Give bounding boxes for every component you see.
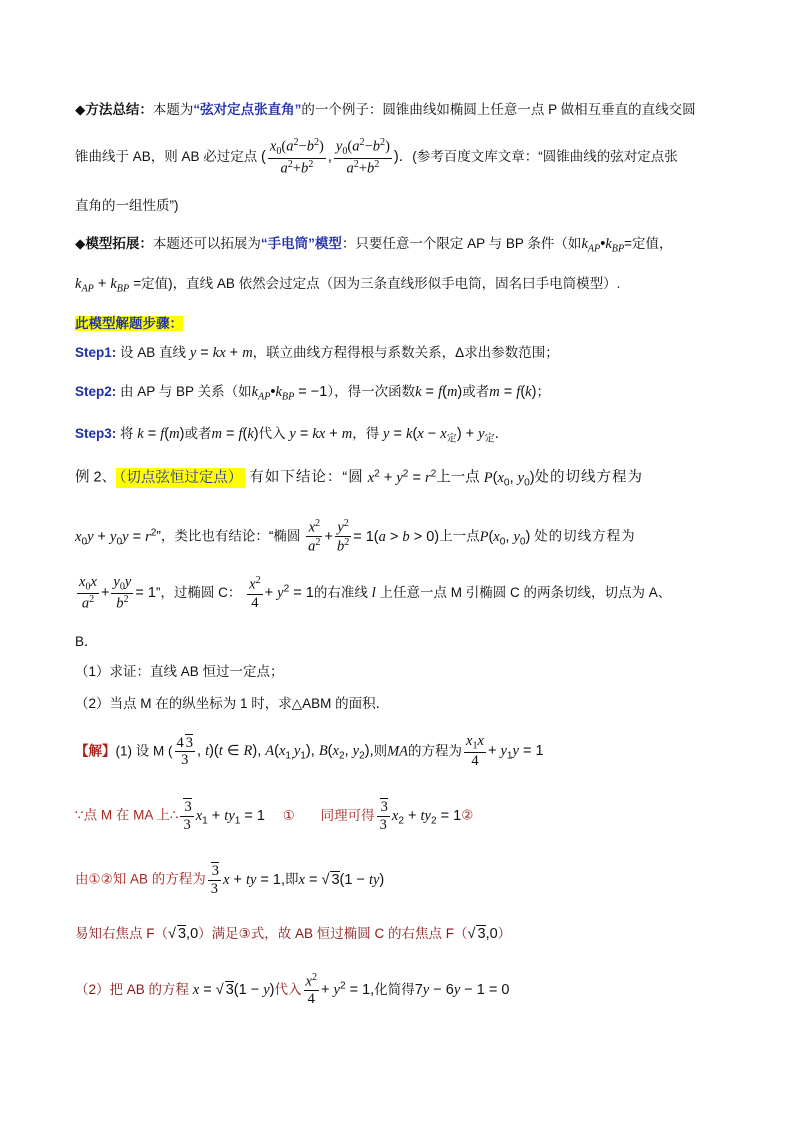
solution-text: (1) 设 M (: [115, 743, 173, 759]
focus-coords: √ 3,0: [168, 926, 199, 942]
summary-label: 方法总结：: [85, 102, 153, 117]
circle-equation: $x^2 + y^2 = r^2$: [367, 468, 437, 486]
example-text: ”，过椭圆 C：: [155, 585, 242, 601]
example-line-3: [75, 574, 671, 612]
solution-text: 则: [373, 743, 388, 759]
ma-equation: $\frac{x_1x}{4}$ + $y_1y = 1$: [466, 733, 544, 770]
solution-text: 化简得: [374, 981, 415, 997]
function-formula: m = f(k): [211, 426, 259, 442]
extension-line-2: [75, 276, 620, 296]
point-m-coords: $\frac{4 3}{3}$ , t)(t ∈ R), $A(x_{1,}y_1)$, $B(x_2$, $y_2$),: [176, 734, 374, 769]
question-1: （1）求证：直线 AB 恒过一定点；: [75, 664, 284, 679]
function-formula: k = f(m): [415, 384, 463, 400]
solution-text: 易知右焦点 F（: [75, 926, 168, 941]
step-text: 将: [120, 426, 134, 441]
step-text: ，联立曲线方程得根与系数关系，Δ求出参数范围；: [252, 345, 559, 360]
solution-line-3: [75, 862, 384, 897]
step-text: ；: [536, 384, 550, 399]
example-text: 上任意一点 M 引椭圆 C 的两条切线，切点为 A、: [379, 585, 672, 601]
solution-text: ）满足③式，故 AB 恒过椭圆 C 的右焦点 F（: [198, 926, 468, 941]
solution-text: 即: [285, 871, 299, 887]
diamond-bullet-icon: ◆: [75, 236, 86, 251]
ab-equation-x: x = √ 3(1 − ty): [298, 871, 385, 888]
extension-text: =定值，: [624, 236, 673, 251]
slope-product-formula: $k_{AP}•k_{BP}$: [581, 236, 625, 255]
solution-line-5: [75, 972, 509, 1008]
step-text: 代入: [258, 426, 286, 441]
example-text: ”，类比也有结论：“椭圆: [156, 528, 301, 544]
focus-coords: √ 3,0: [467, 926, 498, 942]
summary-text: ．(参考百度文库文章：“圆锥曲线的弦对定点张: [398, 148, 678, 164]
point-formula: $P(x_0$, $y_0$): [479, 528, 531, 548]
solution-line-1: [75, 733, 544, 770]
line-equation: y = kx + m: [289, 426, 353, 442]
solution-text: （2）把 AB 的方程: [75, 981, 190, 997]
step-label: Step2:: [75, 384, 117, 399]
ab-equation: $\frac{3}{3}$ x + ty = 1,: [206, 872, 285, 888]
example-text: 处的切线方程为: [534, 528, 636, 544]
step-label: Step1:: [75, 345, 117, 360]
solution-tag: 【解】: [75, 743, 116, 759]
function-formula: m = f(k): [489, 384, 537, 400]
step-text: ，得: [352, 426, 380, 441]
extension-text: 本题还可以拓展为: [152, 236, 261, 251]
summary-line-2: [75, 137, 678, 177]
diamond-bullet-icon: ◆: [75, 102, 86, 117]
solution-line-4: [75, 925, 511, 943]
step-label: Step3:: [75, 426, 117, 441]
function-formula: k = f(m): [137, 426, 185, 442]
extension-text: =定值)，直线 AB 依然会过定点（因为三条直线形似手电筒，固名曰手电筒模型）.: [133, 276, 621, 291]
step1-line: [75, 345, 559, 362]
example-text: 的右准线: [313, 585, 368, 601]
question-2: （2）当点 M 在的纵坐标为 1 时，求△ABM 的面积．: [75, 696, 390, 711]
ellipse-equation: $\frac{x^2}{a^2}$ + $\frac{y^2}{b^2}$ = 1(a > b > 0): [308, 518, 440, 555]
line-equation: y = kx + m: [189, 345, 253, 361]
step2-line: [75, 384, 550, 404]
example-text: 上一点: [439, 528, 480, 544]
ma-symbol: MA: [387, 743, 409, 760]
example-tag: （切点弦恒过定点）: [116, 468, 245, 488]
step-text: ），得一次函数: [327, 384, 416, 399]
extension-line-1: [75, 236, 673, 256]
extension-text: ：只要任意一个限定 AP 与 BP 条件（如: [341, 236, 582, 251]
ellipse-tangent-equation: $\frac{x_0x}{a^2}$ + $\frac{y_0y}{b^2}$ = 1: [79, 574, 156, 612]
solution-text: ）: [497, 926, 512, 941]
solution-line-2: [75, 798, 473, 833]
extension-keyword: “手电筒”模型: [260, 236, 342, 251]
example-line-2: [75, 518, 636, 556]
example-text: 上一点: [436, 469, 480, 486]
simplified-equation: 7y − 6y − 1 = 0: [414, 981, 510, 998]
example-text: 有如下结论：“圆: [249, 469, 364, 486]
ellipse-c-equation: $\frac{x^2}{4}$ + $y^2 = 1$,: [305, 972, 375, 1008]
extension-label: 模型拓展：: [85, 236, 153, 251]
point-formula: $P(x_0$, $y_0$): [483, 469, 535, 489]
circled-two-marker: ②: [461, 807, 474, 823]
step-text: 设 AB 直线: [120, 345, 187, 360]
example-line-1: [75, 468, 643, 489]
summary-keyword: “弦对定点张直角”: [193, 102, 302, 117]
solution-text: 同理可得: [320, 807, 375, 823]
tangent-equation: $x_0y + y_0y = r^2$: [75, 527, 157, 548]
example-line-4: B．: [75, 634, 98, 649]
summary-line-1: [75, 102, 696, 118]
summary-text: 锥曲线于 AB，则 AB 必过定点: [75, 148, 258, 164]
ellipse-c-equation: $\frac{x^2}{4}$ + $y^2 = 1$: [249, 575, 314, 611]
equation-2: $\frac{3}{3}$ $x_2 + ty_2 = 1$: [375, 808, 462, 824]
step-text: 或者: [462, 384, 490, 399]
line-l-symbol: l: [371, 585, 376, 602]
ab-equation-substitute: x = √ 3(1 − y): [192, 981, 275, 998]
example-number: 例 2、: [75, 469, 117, 486]
equation-1: $\frac{3}{3}$ $x_1 + ty_1 = 1$: [178, 808, 265, 824]
fixed-point-formula: ( $\frac{x_0(a^2-b^2)}{a^2+b^2}$ , $\frac{y_0(a^2-b^2)}{a^2+b^2}$ ): [261, 137, 399, 177]
slope-sum-formula: $k_{AP} + k_{BP}$: [75, 276, 130, 295]
solution-text: ∵点 M 在 MA 上∴: [75, 807, 179, 823]
step-text: ．: [494, 426, 509, 441]
steps-title-text: 此模型解题步骤：: [75, 316, 183, 331]
step-text: 由 AP 与 BP 关系（如: [120, 384, 252, 399]
solution-text: 的方程为: [408, 743, 463, 759]
summary-line-3: 直角的一组性质”): [75, 198, 179, 213]
summary-text: 的一个例子：圆锥曲线如椭圆上任意一点 P 做相互垂直的直线交圆: [301, 102, 696, 117]
solution-text: 由①②知 AB 的方程为: [75, 871, 206, 887]
example-text: 处的切线方程为: [534, 469, 644, 486]
solution-text: 代入: [274, 981, 302, 997]
slope-condition: $k_{AP}•k_{BP} = -1$: [251, 384, 328, 403]
circled-one-marker: ①: [282, 807, 295, 823]
step-text: 或者: [184, 426, 212, 441]
summary-text: 本题为: [152, 102, 194, 117]
result-equation: $y = k(x - x_定) + y_定$: [383, 426, 495, 445]
steps-title: [75, 316, 183, 332]
step3-line: [75, 426, 508, 446]
